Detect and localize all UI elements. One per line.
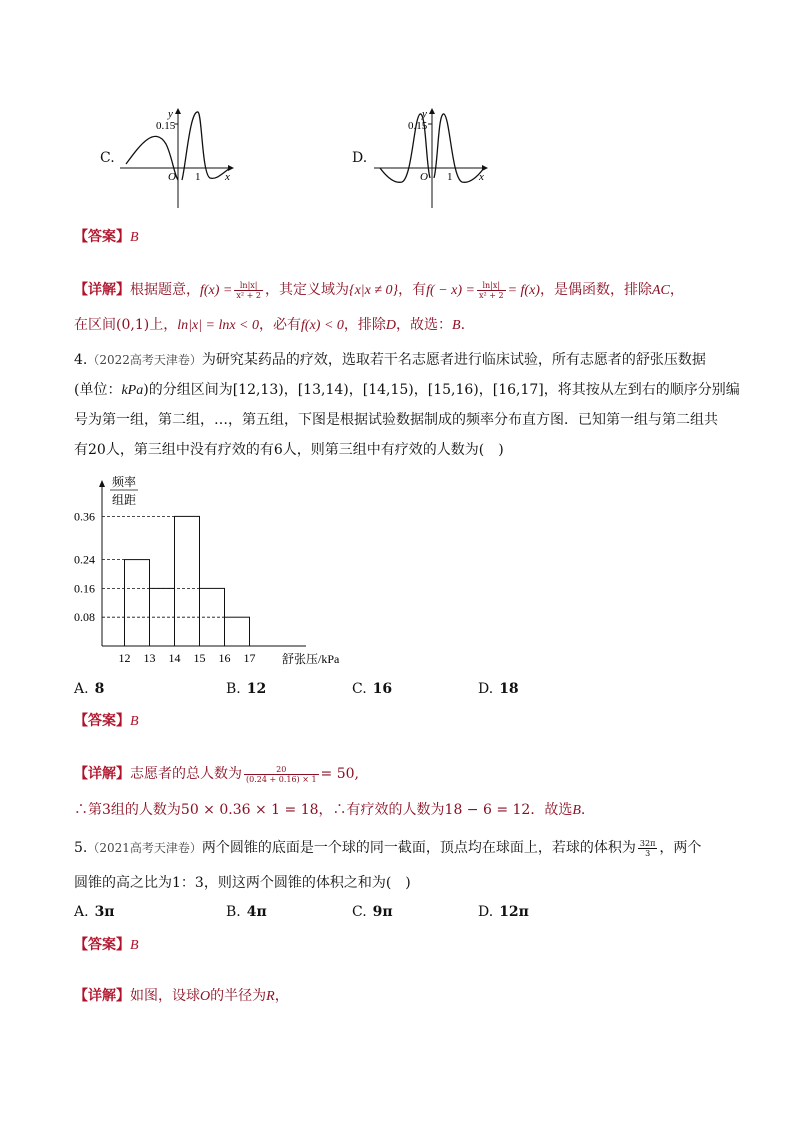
- graph-d-x-tick: 1: [447, 171, 453, 183]
- q4-option-d[interactable]: D. 18: [478, 681, 519, 697]
- histogram-x-tick: 12: [118, 651, 131, 665]
- histogram-y-tick: 0.36: [74, 509, 95, 524]
- q5-answer: 【答案】B: [74, 937, 139, 953]
- q4-option-c[interactable]: C. 16: [352, 681, 393, 697]
- q3-detail-line2: 在区间(0,1)上，ln|x| = lnx < 0，必有f(x) < 0，排除D，故选：B.: [74, 317, 466, 333]
- histogram-y-arrow: [99, 480, 105, 487]
- histogram-ylabel-bottom: 组距: [112, 493, 137, 507]
- q5-option-a[interactable]: A. 3π: [74, 904, 115, 920]
- q4-option-a[interactable]: A. 8: [74, 681, 105, 697]
- histogram-bar: [175, 516, 200, 646]
- q4-line2: (单位：kPa)的分组区间为[12,13)，[13,14)，[14,15)，[15,16)，[16,17]，将其按从左到右的顺序分别编: [74, 382, 740, 398]
- option-d-label: D.: [352, 150, 368, 166]
- graph-d-x-label: x: [479, 171, 484, 183]
- q4-option-b[interactable]: B. 12: [226, 681, 267, 697]
- q5-frac: $\frac{32\pi}{3}$: [639, 838, 656, 858]
- graph-c-y-arrow: [175, 108, 181, 114]
- histogram-x-tick: 13: [143, 651, 156, 665]
- graph-d: [372, 104, 496, 212]
- q4-detail-line2: ∴第3组的人数为50 × 0.36 × 1 = 18，∴有疗效的人数为18 − 6 = 12．故选B.: [74, 802, 586, 818]
- histogram-bar: [225, 617, 250, 646]
- graph-d-origin: O: [420, 171, 428, 183]
- q5-option-d[interactable]: D. 12π: [478, 904, 529, 920]
- histogram-svg: [60, 470, 380, 670]
- graph-d-y-tick: 0.15: [408, 120, 428, 132]
- graph-d-y-arrow: [429, 108, 435, 114]
- graph-c-x-label: x: [225, 171, 230, 183]
- graph-d-y-label: y: [422, 108, 427, 120]
- q3-answer: 【答案】B: [74, 229, 139, 245]
- q4-line4: 有20人，第三组中没有疗效的有6人，则第三组中有疗效的人数为( ): [74, 442, 504, 458]
- histogram-x-tick: 14: [168, 651, 181, 665]
- histogram: [60, 470, 380, 670]
- q5-line2: 圆锥的高之比为1：3，则这两个圆锥的体积之和为( ): [74, 875, 411, 891]
- histogram-bar: [125, 560, 150, 646]
- graph-c-x-tick: 1: [195, 171, 201, 183]
- histogram-ylabel-top: 频率: [112, 475, 137, 489]
- option-c-label: C.: [100, 150, 115, 166]
- graph-c: [118, 104, 242, 212]
- histogram-y-tick: 0.16: [74, 581, 95, 596]
- q4-line1: 4.（2022高考天津卷）为研究某药品的疗效，选取若干名志愿者进行临床试验，所有志愿者的舒张压数据: [74, 352, 706, 368]
- graph-c-y-tick: 0.15: [156, 120, 176, 132]
- q4-line3: 号为第一组，第二组，…，第五组，下图是根据试验数据制成的频率分布直方图．已知第一组与第二组共: [74, 412, 718, 428]
- q4-answer: 【答案】B: [74, 713, 139, 729]
- histogram-x-tick: 15: [193, 651, 206, 665]
- q3-frac-2: $\frac{\ln|x|}{\text{x² + 2}}$: [478, 280, 504, 300]
- histogram-x-tick: 16: [218, 651, 231, 665]
- q4-detail-line1: 【详解】志愿者的总人数为 $\frac{20}{(0.24 + 0.16) \times 1}$ = 50,: [74, 764, 359, 784]
- q4-frac: $\frac{20}{(0.24 + 0.16) \times 1}$: [246, 764, 317, 784]
- q5-option-c[interactable]: C. 9π: [352, 904, 393, 920]
- graph-c-origin: O: [168, 171, 176, 183]
- q3-frac-1: $\frac{\ln|x|}{\text{x² + 2}}$: [236, 280, 261, 300]
- histogram-xlabel: 舒张压/kPa: [282, 652, 340, 666]
- histogram-y-tick: 0.24: [74, 552, 95, 567]
- histogram-y-tick: 0.08: [74, 610, 95, 625]
- q5-detail-line1: 【详解】如图，设球O的半径为R，: [74, 988, 289, 1004]
- q5-option-b[interactable]: B. 4π: [226, 904, 267, 920]
- graph-c-y-label: y: [168, 108, 173, 120]
- histogram-x-tick: 17: [243, 651, 256, 665]
- q5-line1: 5.（2021高考天津卷）两个圆锥的底面是一个球的同一截面，顶点均在球面上，若球的体积为 $\frac{32\pi}{3}$ ，两个: [74, 838, 702, 858]
- q3-detail-line1: 【详解】根据题意，f(x) = $\frac{\ln|x|}{\text{x² + 2}}$ ，其定义域为{x|x ≠ 0}，有f( − x) = $\frac{\ln|x|}{\text{x² + 2}}$ = f(x)，是偶函数，排除AC，: [74, 280, 684, 300]
